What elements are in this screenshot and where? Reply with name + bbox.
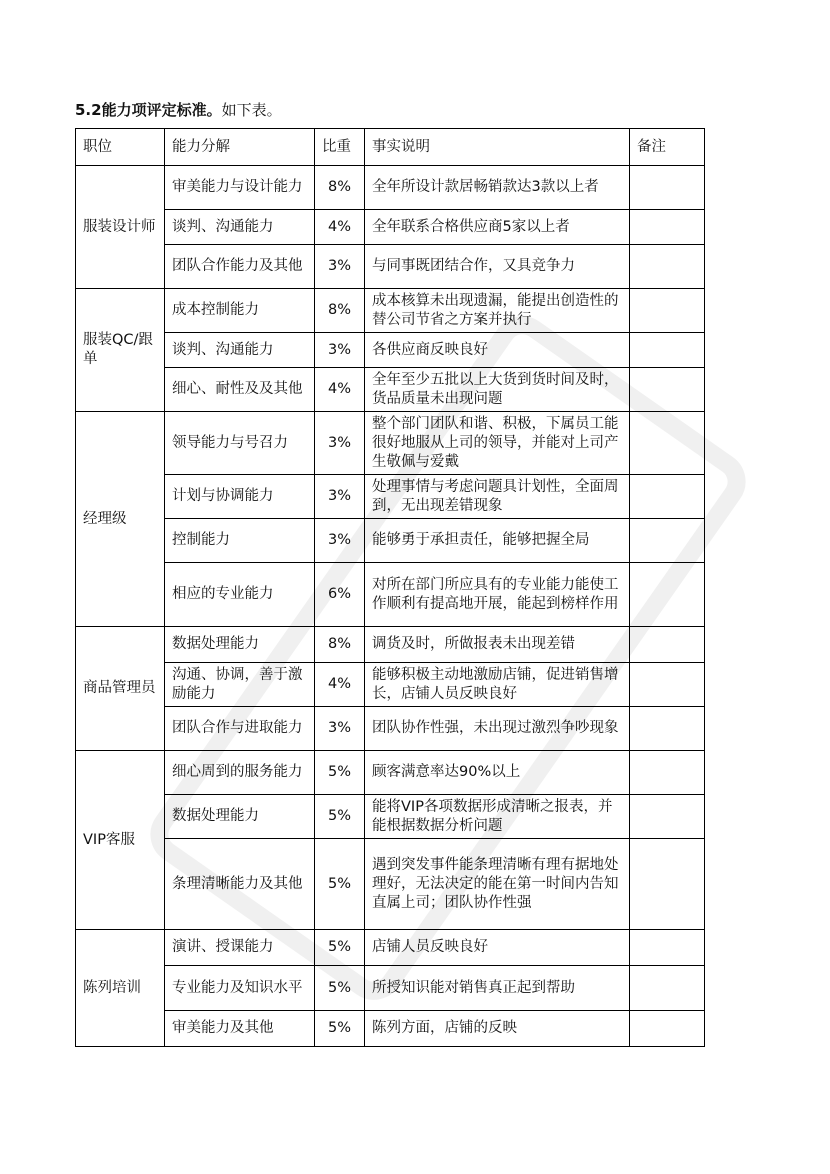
ability-cell: 演讲、授课能力 <box>165 930 315 966</box>
table-row <box>76 795 705 839</box>
table-row <box>76 627 705 663</box>
table-row <box>76 368 705 412</box>
table-row <box>76 663 705 707</box>
fact-cell: 能够勇于承担责任，能够把握全局 <box>365 519 630 563</box>
ability-cell: 领导能力与号召力 <box>165 412 315 475</box>
weight-cell: 3% <box>315 412 365 475</box>
ability-cell: 专业能力及知识水平 <box>165 966 315 1011</box>
weight-cell: 5% <box>315 795 365 839</box>
ability-cell: 审美能力及其他 <box>165 1011 315 1047</box>
remark-cell <box>630 930 705 966</box>
position-cell: 服装QC/跟单 <box>76 289 165 412</box>
remark-cell <box>630 412 705 475</box>
weight-cell: 5% <box>315 751 365 795</box>
fact-cell: 全年至少五批以上大货到货时间及时，货品质量未出现问题 <box>365 368 630 412</box>
weight-cell: 8% <box>315 166 365 210</box>
fact-cell: 顾客满意率达90%以上 <box>365 751 630 795</box>
fact-cell: 各供应商反映良好 <box>365 333 630 368</box>
weight-cell: 3% <box>315 333 365 368</box>
weight-cell: 3% <box>315 707 365 751</box>
weight-cell: 3% <box>315 245 365 289</box>
ability-cell: 数据处理能力 <box>165 627 315 663</box>
table-header-row <box>76 129 705 166</box>
ability-cell: 审美能力与设计能力 <box>165 166 315 210</box>
fact-cell: 能将VIP各项数据形成清晰之报表，并能根据数据分析问题 <box>365 795 630 839</box>
fact-cell: 与同事既团结合作，又具竞争力 <box>365 245 630 289</box>
ability-cell: 细心周到的服务能力 <box>165 751 315 795</box>
weight-cell: 6% <box>315 563 365 627</box>
table-row <box>76 966 705 1011</box>
remark-cell <box>630 839 705 930</box>
remark-cell <box>630 707 705 751</box>
weight-cell: 5% <box>315 839 365 930</box>
table-row <box>76 519 705 563</box>
position-cell: 服装设计师 <box>76 166 165 289</box>
ability-cell: 相应的专业能力 <box>165 563 315 627</box>
remark-cell <box>630 166 705 210</box>
header-cell-ability: 能力分解 <box>165 129 315 166</box>
fact-cell: 能够积极主动地激励店铺，促进销售增长，店铺人员反映良好 <box>365 663 630 707</box>
table-row <box>76 412 705 475</box>
ability-cell: 成本控制能力 <box>165 289 315 333</box>
fact-cell: 陈列方面，店铺的反映 <box>365 1011 630 1047</box>
weight-cell: 3% <box>315 519 365 563</box>
remark-cell <box>630 563 705 627</box>
remark-cell <box>630 289 705 333</box>
weight-cell: 5% <box>315 1011 365 1047</box>
table-row <box>76 563 705 627</box>
ability-cell: 谈判、沟通能力 <box>165 210 315 245</box>
fact-cell: 团队协作性强，未出现过激烈争吵现象 <box>365 707 630 751</box>
remark-cell <box>630 966 705 1011</box>
remark-cell <box>630 1011 705 1047</box>
table-row <box>76 930 705 966</box>
header-cell-remark: 备注 <box>630 129 705 166</box>
weight-cell: 8% <box>315 289 365 333</box>
fact-cell: 所授知识能对销售真正起到帮助 <box>365 966 630 1011</box>
weight-cell: 5% <box>315 930 365 966</box>
fact-cell: 整个部门团队和谐、积极，下属员工能很好地服从上司的领导，并能对上司产生敬佩与爱戴 <box>365 412 630 475</box>
fact-cell: 对所在部门所应具有的专业能力能使工作顺利有提高地开展，能起到榜样作用 <box>365 563 630 627</box>
table-row <box>76 751 705 795</box>
weight-cell: 5% <box>315 966 365 1011</box>
fact-cell: 遇到突发事件能条理清晰有理有据地处理好，无法决定的能在第一时间内告知直属上司；团队协作性强 <box>365 839 630 930</box>
remark-cell <box>630 519 705 563</box>
position-cell: 经理级 <box>76 412 165 627</box>
remark-cell <box>630 245 705 289</box>
fact-cell: 处理事情与考虑问题具计划性，全面周到，无出现差错现象 <box>365 475 630 519</box>
table-row <box>76 333 705 368</box>
ability-cell: 计划与协调能力 <box>165 475 315 519</box>
ability-cell: 团队合作与进取能力 <box>165 707 315 751</box>
header-cell-position: 职位 <box>76 129 165 166</box>
weight-cell: 4% <box>315 210 365 245</box>
section-heading <box>75 100 282 120</box>
ability-standard-table <box>75 128 705 1047</box>
fact-cell: 店铺人员反映良好 <box>365 930 630 966</box>
header-cell-weight: 比重 <box>315 129 365 166</box>
section-heading-bold: 5.2能力项评定标准。 <box>75 101 222 119</box>
ability-cell: 条理清晰能力及其他 <box>165 839 315 930</box>
ability-cell: 细心、耐性及及其他 <box>165 368 315 412</box>
remark-cell <box>630 475 705 519</box>
remark-cell <box>630 333 705 368</box>
remark-cell <box>630 368 705 412</box>
weight-cell: 3% <box>315 475 365 519</box>
table-row <box>76 166 705 210</box>
fact-cell: 调货及时，所做报表未出现差错 <box>365 627 630 663</box>
ability-cell: 数据处理能力 <box>165 795 315 839</box>
table-row <box>76 839 705 930</box>
ability-cell: 沟通、协调，善于激励能力 <box>165 663 315 707</box>
ability-cell: 谈判、沟通能力 <box>165 333 315 368</box>
remark-cell <box>630 751 705 795</box>
table-row <box>76 245 705 289</box>
ability-cell: 团队合作能力及其他 <box>165 245 315 289</box>
weight-cell: 4% <box>315 663 365 707</box>
ability-cell: 控制能力 <box>165 519 315 563</box>
table-row <box>76 210 705 245</box>
remark-cell <box>630 210 705 245</box>
remark-cell <box>630 795 705 839</box>
weight-cell: 4% <box>315 368 365 412</box>
fact-cell: 全年联系合格供应商5家以上者 <box>365 210 630 245</box>
fact-cell: 全年所设计款居畅销款达3款以上者 <box>365 166 630 210</box>
table-row <box>76 1011 705 1047</box>
table-row <box>76 289 705 333</box>
position-cell: 商品管理员 <box>76 627 165 751</box>
section-heading-normal: 如下表。 <box>221 101 282 119</box>
position-cell: VIP客服 <box>76 751 165 930</box>
remark-cell <box>630 663 705 707</box>
fact-cell: 成本核算未出现遗漏，能提出创造性的替公司节省之方案并执行 <box>365 289 630 333</box>
header-cell-fact: 事实说明 <box>365 129 630 166</box>
weight-cell: 8% <box>315 627 365 663</box>
position-cell: 陈列培训 <box>76 930 165 1047</box>
remark-cell <box>630 627 705 663</box>
table-row <box>76 707 705 751</box>
table-row <box>76 475 705 519</box>
